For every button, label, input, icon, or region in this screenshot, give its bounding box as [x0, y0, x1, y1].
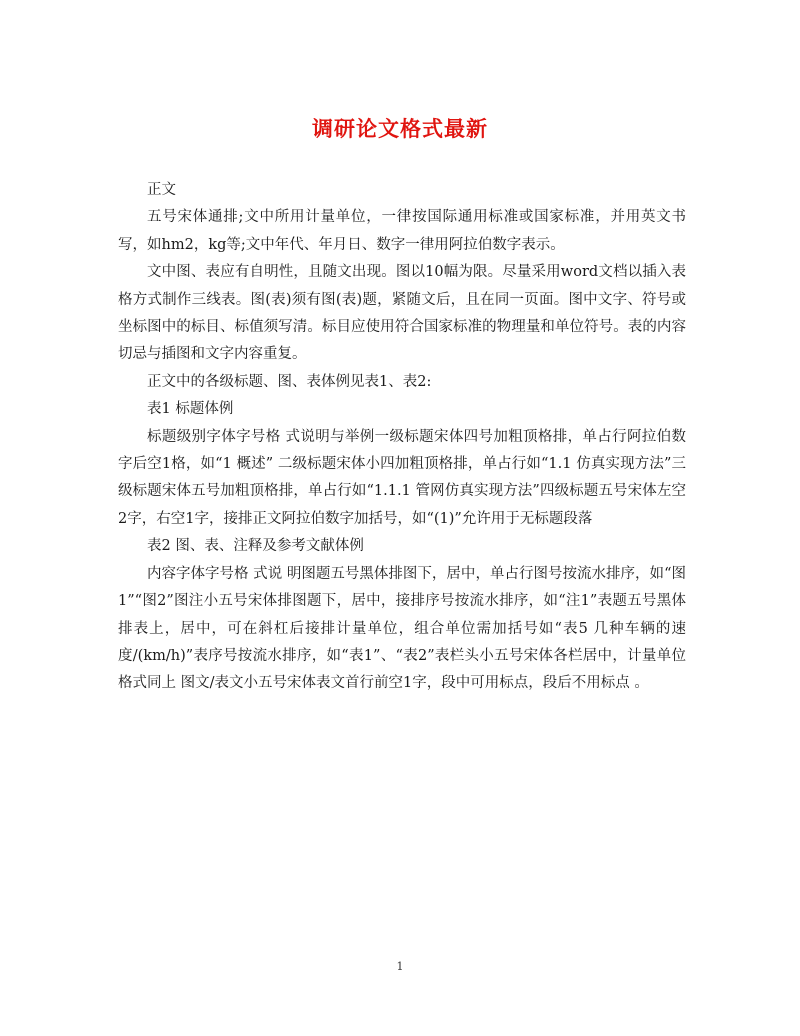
- paragraph-units: 五号宋体通排;文中所用计量单位，一律按国际通用标准或国家标准，并用英文书写，如hm2，kg等;文中年代、年月日、数字一律用阿拉伯数字表示。: [118, 209, 686, 253]
- paragraph-heading-levels: 标题级别字体字号格 式说明与举例一级标题宋体四号加粗顶格排，单占行阿拉伯数字后空1格，如“1 概述” 二级标题宋体小四加粗顶格排，单占行如“1.1 仿真实现方法”三级标题宋体五号加粗顶格排，单占行如“1.1.1 管网仿真实现方法”四级标题五号宋体左空2字，右空1字，接排正文阿拉伯数字加括号，如“(1)”允许用于无标题段落: [118, 428, 686, 527]
- table-1-caption: 表1 标题体例: [147, 401, 234, 418]
- document-body: [118, 177, 686, 698]
- document-title: 调研论文格式最新: [312, 116, 488, 141]
- paragraph-figure-table-rules: 内容字体字号格 式说 明图题五号黑体排图下，居中，单占行图号按流水排序，如“图1”“图2”图注小五号宋体排图题下，居中，接排序号按流水排序，如“注1”表题五号黑体排表上，居中，可在斜杠后接排计量单位，组合单位需加括号如“表5 几种车辆的速度/(km/h)”表序号按流水排序，如“表1”、“表2”表栏头小五号宋体各栏居中，计量单位格式同上 图文/表文小五号宋体表文首行前空1字，段中可用标点，段后不用标点 。: [118, 565, 686, 692]
- table-2-caption: 表2 图、表、注释及参考文献体例: [147, 538, 364, 555]
- paragraph-body-heading: 正文: [147, 182, 176, 198]
- paragraph-figures-tables: 文中图、表应有自明性，且随文出现。图以10幅为限。尽量采用word文档以插入表格方式制作三线表。图(表)须有图(表)题，紧随文后，且在同一页面。图中文字、符号或坐标图中的标目、标值须写清。标目应使用符合国家标准的物理量和单位符号。表的内容切忌与插图和文字内容重复。: [118, 264, 686, 363]
- page-number: 1: [396, 960, 404, 973]
- paragraph-heading-intro: 正文中的各级标题、图、表体例见表1、表2:: [147, 373, 432, 390]
